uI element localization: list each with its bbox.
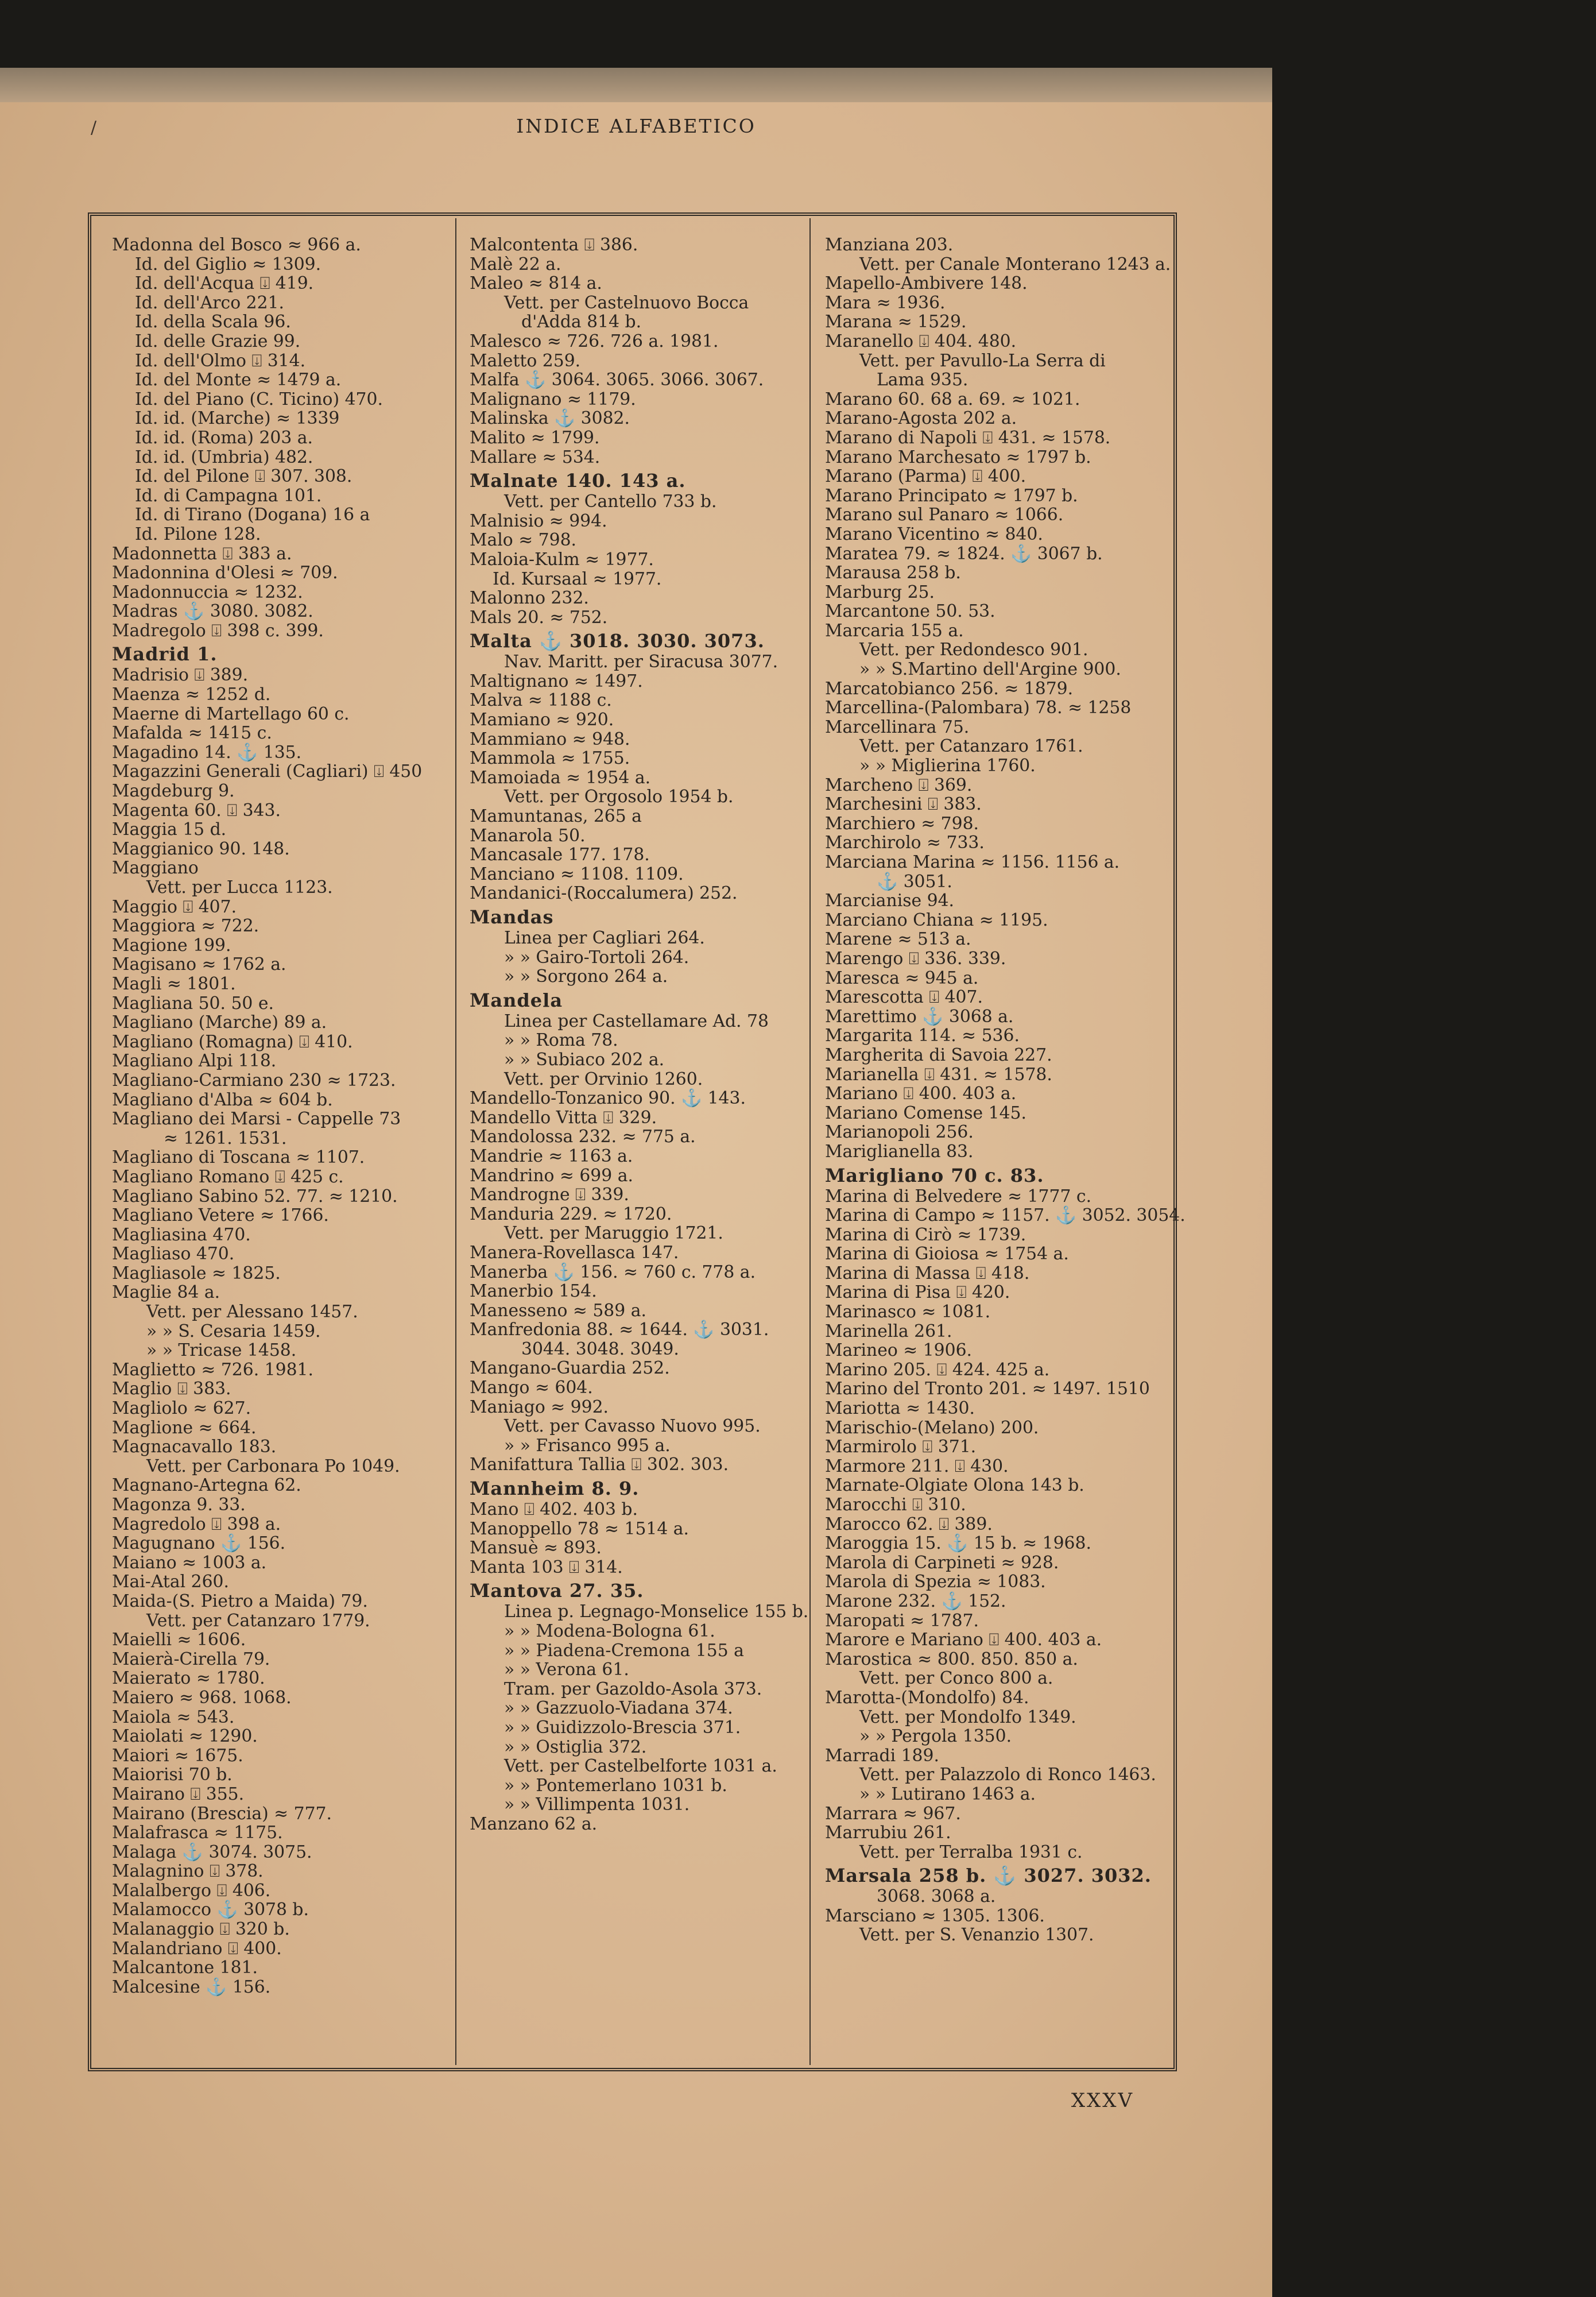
index-entry: Marigliano 70 c. 83.: [825, 1164, 1044, 1186]
index-entry: Marina di Belvedere ≈ 1777 c.: [825, 1186, 1092, 1206]
index-entry: Maenza ≈ 1252 d.: [112, 685, 271, 705]
index-entry: Malalbergo ⍗ 406.: [112, 1880, 271, 1901]
index-entry: Magliano Vetere ≈ 1766.: [112, 1205, 329, 1226]
index-entry: Marmore 211. ⍗ 430.: [825, 1456, 1009, 1476]
index-entry: » » S.Martino dell'Argine 900.: [859, 659, 1121, 680]
index-entry: Mango ≈ 604.: [470, 1378, 593, 1398]
index-entry: » » Ostiglia 372.: [504, 1737, 647, 1757]
index-entry: Madonna del Bosco ≈ 966 a.: [112, 235, 361, 255]
index-entry: Marrara ≈ 967.: [825, 1803, 961, 1824]
index-entry: Malcesine ⚓ 156.: [112, 1977, 271, 1997]
index-entry: Marsciano ≈ 1305. 1306.: [825, 1905, 1045, 1926]
index-entry: Marina di Gioiosa ≈ 1754 a.: [825, 1244, 1069, 1264]
index-entry: Magliano-Carmiano 230 ≈ 1723.: [112, 1070, 396, 1091]
index-entry: Magli ≈ 1801.: [112, 973, 236, 994]
index-entry: Vett. per Castelbelforte 1031 a.: [504, 1756, 777, 1777]
index-entry: Magliasole ≈ 1825.: [112, 1263, 281, 1283]
index-entry: Malesco ≈ 726. 726 a. 1981.: [470, 331, 719, 351]
index-entry: Malnisio ≈ 994.: [470, 511, 607, 531]
index-entry: Manerbio 154.: [470, 1281, 597, 1302]
index-entry: Id. del Monte ≈ 1479 a.: [135, 370, 342, 390]
index-entry: Magadino 14. ⚓ 135.: [112, 742, 302, 763]
index-entry: Maglie 84 a.: [112, 1282, 220, 1303]
index-entry: Marcianise 94.: [825, 891, 955, 911]
index-entry: Marcatobianco 256. ≈ 1879.: [825, 678, 1074, 699]
index-entry: Id. del Giglio ≈ 1309.: [135, 254, 321, 274]
index-entry: Marene ≈ 513 a.: [825, 929, 971, 950]
index-entry: » » Miglierina 1760.: [859, 756, 1036, 776]
index-entry: Vett. per Orgosolo 1954 b.: [504, 787, 734, 807]
index-entry: Marcellinara 75.: [825, 717, 970, 737]
index-entry: Marchiero ≈ 798.: [825, 813, 979, 834]
index-entry: Maggio ⍗ 407.: [112, 896, 237, 917]
index-entry: Mals 20. ≈ 752.: [470, 607, 608, 628]
index-entry: Marano-Agosta 202 a.: [825, 408, 1017, 429]
index-entry: Maiolati ≈ 1290.: [112, 1726, 258, 1747]
index-entry: Madras ⚓ 3080. 3082.: [112, 601, 313, 622]
index-entry: » » S. Cesaria 1459.: [146, 1321, 321, 1341]
index-entry: Marano sul Panaro ≈ 1066.: [825, 505, 1064, 525]
index-entry: » » Subiaco 202 a.: [504, 1049, 665, 1070]
index-entry: Marischio-(Melano) 200.: [825, 1417, 1039, 1438]
index-entry: Madrisio ⍗ 389.: [112, 665, 249, 686]
index-entry: Marola di Carpineti ≈ 928.: [825, 1552, 1059, 1573]
index-entry: Marsala 258 b. ⚓ 3027. 3032.: [825, 1865, 1152, 1887]
index-entry: Marano Principato ≈ 1797 b.: [825, 485, 1078, 506]
index-entry: Marescotta ⍗ 407.: [825, 987, 983, 1008]
index-entry: » » Lutirano 1463 a.: [859, 1784, 1036, 1804]
index-entry: Maida-(S. Pietro a Maida) 79.: [112, 1591, 368, 1611]
index-entry: Malandriano ⍗ 400.: [112, 1938, 282, 1959]
index-entry: ⚓ 3051.: [877, 871, 952, 892]
index-entry: Margarita 114. ≈ 536.: [825, 1026, 1020, 1046]
index-entry: Maiano ≈ 1003 a.: [112, 1552, 267, 1573]
index-entry: Marore e Mariano ⍗ 400. 403 a.: [825, 1630, 1102, 1650]
index-entry: Vett. per S. Venanzio 1307.: [859, 1925, 1094, 1946]
index-entry: Marano Marchesato ≈ 1797 b.: [825, 447, 1091, 467]
index-entry: Magnacavallo 183.: [112, 1437, 277, 1457]
index-column-2: [470, 235, 809, 1834]
index-entry: Id. di Campagna 101.: [135, 485, 322, 506]
index-entry: » » Piadena-Cremona 155 a: [504, 1640, 744, 1661]
index-entry: Manziana 203.: [825, 235, 954, 255]
index-entry: Vett. per Cavasso Nuovo 995.: [504, 1416, 761, 1437]
index-entry: Manciano ≈ 1108. 1109.: [470, 864, 684, 884]
index-entry: Mansuè ≈ 893.: [470, 1538, 602, 1559]
index-entry: Malito ≈ 1799.: [470, 427, 600, 448]
index-entry: Marradi 189.: [825, 1745, 939, 1766]
index-entry: Id. Kursaal ≈ 1977.: [493, 569, 662, 589]
index-entry: Malaga ⚓ 3074. 3075.: [112, 1842, 312, 1862]
index-entry: Malta ⚓ 3018. 3030. 3073.: [470, 630, 765, 652]
index-entry: Mariano ⍗ 400. 403 a.: [825, 1084, 1017, 1104]
index-entry: Mariotta ≈ 1430.: [825, 1398, 975, 1419]
index-entry: Mandrogne ⍗ 339.: [470, 1185, 629, 1205]
index-entry: Marcaria 155 a.: [825, 620, 964, 641]
index-entry: Mara ≈ 1936.: [825, 292, 946, 313]
index-entry: Magliana 50. 50 e.: [112, 993, 274, 1014]
index-entry: Vett. per Carbonara Po 1049.: [146, 1456, 400, 1476]
index-entry: Vett. per Lucca 1123.: [146, 877, 333, 898]
margin-mark: /: [91, 118, 97, 138]
index-entry: Mafalda ≈ 1415 c.: [112, 723, 272, 744]
index-entry: Vett. per Catanzaro 1779.: [146, 1610, 370, 1631]
index-entry: Magazzini Generali (Cagliari) ⍗ 450: [112, 761, 423, 782]
index-entry: Manzano 62 a.: [470, 1813, 598, 1834]
index-entry: Lama 935.: [877, 370, 969, 390]
index-entry: Linea per Castellamare Ad. 78: [504, 1011, 769, 1031]
index-entry: Manduria 229. ≈ 1720.: [470, 1204, 672, 1224]
index-entry: Maloia-Kulm ≈ 1977.: [470, 549, 654, 570]
index-entry: Maranello ⍗ 404. 480.: [825, 331, 1017, 351]
index-entry: Marciano Chiana ≈ 1195.: [825, 910, 1048, 930]
index-entry: Id. dell'Acqua ⍗ 419.: [135, 273, 314, 294]
index-entry: Maglione ≈ 664.: [112, 1417, 257, 1438]
index-entry: Magugnano ⚓ 156.: [112, 1533, 286, 1554]
index-entry: » » Guidizzolo-Brescia 371.: [504, 1717, 741, 1738]
index-entry: Madonnetta ⍗ 383 a.: [112, 543, 292, 564]
index-entry: ≈ 1261. 1531.: [164, 1128, 287, 1148]
index-entry: Mamoiada ≈ 1954 a.: [470, 767, 651, 788]
index-entry: Maggiano: [112, 858, 199, 879]
index-entry: Manfredonia 88. ≈ 1644. ⚓ 3031.: [470, 1320, 769, 1340]
index-entry: Id. id. (Marche) ≈ 1339: [135, 408, 340, 429]
index-entry: Id. id. (Umbria) 482.: [135, 447, 313, 467]
index-entry: Id. dell'Olmo ⍗ 314.: [135, 350, 306, 371]
page-number: XXXV: [1071, 2089, 1134, 2112]
index-entry: Marrubiu 261.: [825, 1823, 951, 1843]
index-entry: Malè 22 a.: [470, 254, 561, 274]
index-entry: Magredolo ⍗ 398 a.: [112, 1514, 281, 1534]
index-entry: Maiola ≈ 543.: [112, 1707, 235, 1727]
index-entry: Malfa ⚓ 3064. 3065. 3066. 3067.: [470, 370, 764, 390]
index-entry: Vett. per Terralba 1931 c.: [859, 1842, 1083, 1862]
index-entry: Malafrasca ≈ 1175.: [112, 1823, 283, 1843]
index-entry: Magliolo ≈ 627.: [112, 1398, 251, 1419]
index-entry: » » Roma 78.: [504, 1030, 618, 1051]
index-entry: Manesseno ≈ 589 a.: [470, 1300, 646, 1321]
index-entry: Mai-Atal 260.: [112, 1572, 229, 1592]
index-entry: Marburg 25.: [825, 582, 935, 602]
index-entry: Mannheim 8. 9.: [470, 1478, 640, 1500]
index-entry: Marmirolo ⍗ 371.: [825, 1437, 977, 1457]
index-entry: Magdeburg 9.: [112, 781, 235, 802]
index-entry: Id. delle Grazie 99.: [135, 331, 301, 351]
index-entry: Vett. per Maruggio 1721.: [504, 1223, 723, 1244]
index-entry: » » Tricase 1458.: [146, 1340, 297, 1361]
index-entry: Maierà-Cirella 79.: [112, 1649, 270, 1669]
index-entry: Maggia 15 d.: [112, 819, 227, 840]
index-entry: Mapello-Ambivere 148.: [825, 273, 1028, 294]
index-entry: Maiero ≈ 968. 1068.: [112, 1687, 292, 1708]
index-entry: Marina di Pisa ⍗ 420.: [825, 1282, 1010, 1303]
index-entry: Marina di Cirò ≈ 1739.: [825, 1224, 1026, 1245]
index-entry: Vett. per Mondolfo 1349.: [859, 1707, 1076, 1727]
index-entry: Marina di Massa ⍗ 418.: [825, 1263, 1030, 1283]
index-entry: Vett. per Redondesco 901.: [859, 640, 1088, 660]
index-entry: Marianella ⍗ 431. ≈ 1578.: [825, 1064, 1052, 1085]
index-entry: Magliasina 470.: [112, 1224, 251, 1245]
index-entry: Malinska ⚓ 3082.: [470, 408, 630, 429]
index-entry: Maresca ≈ 945 a.: [825, 968, 979, 988]
index-entry: Vett. per Conco 800 a.: [859, 1668, 1053, 1689]
index-entry: Madrid 1.: [112, 643, 218, 666]
index-entry: Maggianico 90. 148.: [112, 838, 290, 859]
index-entry: Magonza 9. 33.: [112, 1495, 246, 1515]
index-entry: Id. id. (Roma) 203 a.: [135, 427, 313, 448]
index-entry: Malanaggio ⍗ 320 b.: [112, 1919, 290, 1940]
index-entry: d'Adda 814 b.: [521, 312, 642, 332]
index-entry: Mandolossa 232. ≈ 775 a.: [470, 1127, 696, 1147]
index-entry: Magliano (Marche) 89 a.: [112, 1012, 327, 1033]
index-entry: Marone 232. ⚓ 152.: [825, 1591, 1006, 1611]
index-entry: Malva ≈ 1188 c.: [470, 690, 612, 711]
index-entry: Vett. per Catanzaro 1761.: [859, 736, 1083, 757]
index-entry: Mandanici-(Roccalumera) 252.: [470, 883, 738, 904]
index-entry: Magliano Sabino 52. 77. ≈ 1210.: [112, 1186, 398, 1206]
index-entry: Mamuntanas, 265 a: [470, 806, 642, 827]
index-entry: Marciana Marina ≈ 1156. 1156 a.: [825, 852, 1120, 872]
index-entry: Marano 60. 68 a. 69. ≈ 1021.: [825, 389, 1080, 409]
index-entry: Marinella 261.: [825, 1321, 952, 1341]
index-entry: Maiori ≈ 1675.: [112, 1745, 243, 1766]
index-entry: Mano ⍗ 402. 403 b.: [470, 1499, 638, 1520]
index-entry: Mallare ≈ 534.: [470, 447, 601, 467]
page-top-edge: [0, 68, 1272, 102]
index-entry: » » Frisanco 995 a.: [504, 1435, 671, 1456]
index-entry: Mariano Comense 145.: [825, 1103, 1026, 1123]
index-entry: Manerba ⚓ 156. ≈ 760 c. 778 a.: [470, 1262, 756, 1282]
index-entry: Mandrino ≈ 699 a.: [470, 1165, 633, 1186]
index-entry: Marengo ⍗ 336. 339.: [825, 948, 1006, 969]
index-column-1: [112, 235, 445, 1997]
index-entry: Marnate-Olgiate Olona 143 b.: [825, 1475, 1084, 1496]
index-entry: Marinasco ≈ 1081.: [825, 1302, 991, 1322]
index-entry: Margherita di Savoia 227.: [825, 1045, 1052, 1065]
index-entry: Magliaso 470.: [112, 1244, 235, 1264]
index-entry: Maratea 79. ≈ 1824. ⚓ 3067 b.: [825, 543, 1103, 564]
index-entry: Id. del Pilone ⍗ 307. 308.: [135, 466, 352, 487]
index-entry: Id. di Tirano (Dogana) 16 a: [135, 505, 370, 525]
index-entry: Marano Vicentino ≈ 840.: [825, 524, 1043, 544]
index-entry: Magliano di Toscana ≈ 1107.: [112, 1147, 365, 1168]
index-entry: Mairano ⍗ 355.: [112, 1784, 245, 1804]
index-entry: Maletto 259.: [470, 350, 581, 371]
index-entry: Id. Pilone 128.: [135, 524, 261, 544]
index-entry: Marianopoli 256.: [825, 1122, 974, 1143]
index-entry: Marausa 258 b.: [825, 563, 961, 583]
index-entry: Marino 205. ⍗ 424. 425 a.: [825, 1359, 1050, 1380]
index-entry: Maglietto ≈ 726. 1981.: [112, 1359, 313, 1380]
index-entry: Madonnuccia ≈ 1232.: [112, 582, 303, 602]
index-entry: Linea per Cagliari 264.: [504, 928, 705, 948]
index-entry: Marcellina-(Palombara) 78. ≈ 1258: [825, 698, 1132, 718]
index-entry: Vett. per Castelnuovo Bocca: [504, 292, 749, 313]
index-entry: Magliano Romano ⍗ 425 c.: [112, 1166, 344, 1187]
index-entry: » » Verona 61.: [504, 1660, 629, 1680]
index-entry: Malnate 140. 143 a.: [470, 470, 686, 492]
index-entry: Mairano (Brescia) ≈ 777.: [112, 1803, 332, 1824]
index-entry: Magnano-Artegna 62.: [112, 1475, 301, 1496]
index-entry: Magione 199.: [112, 935, 231, 956]
index-entry: Nav. Maritt. per Siracusa 3077.: [504, 652, 778, 672]
index-entry: » » Gairo-Tortoli 264.: [504, 947, 689, 968]
index-entry: Maleo ≈ 814 a.: [470, 273, 602, 294]
index-entry: Marostica ≈ 800. 850. 850 a.: [825, 1649, 1078, 1669]
index-entry: Marchesini ⍗ 383.: [825, 794, 982, 815]
index-entry: Linea p. Legnago-Monselice 155 b.: [504, 1602, 809, 1622]
index-entry: Marotta-(Mondolfo) 84.: [825, 1687, 1029, 1708]
index-entry: Mammola ≈ 1755.: [470, 748, 630, 769]
index-entry: Maropati ≈ 1787.: [825, 1610, 979, 1631]
index-entry: Marano di Napoli ⍗ 431. ≈ 1578.: [825, 427, 1111, 448]
index-entry: Id. della Scala 96.: [135, 312, 291, 332]
index-entry: Madonnina d'Olesi ≈ 709.: [112, 563, 338, 583]
index-entry: Madregolo ⍗ 398 c. 399.: [112, 620, 324, 641]
index-entry: Vett. per Cantello 733 b.: [504, 492, 717, 512]
index-entry: Maniago ≈ 992.: [470, 1397, 609, 1417]
index-entry: Maltignano ≈ 1497.: [470, 671, 643, 691]
index-column-3: [825, 235, 1186, 1946]
index-entry: Tram. per Gazoldo-Asola 373.: [504, 1679, 762, 1699]
index-entry: Malo ≈ 798.: [470, 530, 576, 551]
index-entry: Marano (Parma) ⍗ 400.: [825, 466, 1026, 487]
index-entry: Vett. per Alessano 1457.: [146, 1302, 358, 1322]
index-entry: Magliano (Romagna) ⍗ 410.: [112, 1031, 353, 1052]
index-entry: » » Pontemerlano 1031 b.: [504, 1775, 727, 1796]
index-entry: Marocco 62. ⍗ 389.: [825, 1514, 993, 1534]
index-entry: Mamiano ≈ 920.: [470, 710, 614, 730]
index-entry: Marcantone 50. 53.: [825, 601, 995, 622]
index-entry: Manera-Rovellasca 147.: [470, 1242, 679, 1263]
index-entry: Magliano d'Alba ≈ 604 b.: [112, 1089, 333, 1110]
index-entry: Magliano dei Marsi - Cappelle 73: [112, 1109, 401, 1130]
index-entry: Marola di Spezia ≈ 1083.: [825, 1572, 1046, 1592]
index-entry: Mandrie ≈ 1163 a.: [470, 1146, 633, 1166]
index-entry: Maiorisi 70 b.: [112, 1765, 233, 1785]
index-entry: Mandas: [470, 906, 554, 928]
index-entry: Manifattura Tallia ⍗ 302. 303.: [470, 1455, 729, 1475]
index-entry: Mandello-Tonzanico 90. ⚓ 143.: [470, 1088, 746, 1109]
index-entry: » » Sorgono 264 a.: [504, 966, 668, 987]
index-entry: Id. del Piano (C. Ticino) 470.: [135, 389, 383, 409]
index-entry: » » Villimpenta 1031.: [504, 1795, 690, 1815]
index-entry: Vett. per Palazzolo di Ronco 1463.: [859, 1765, 1156, 1785]
index-entry: Maggiora ≈ 722.: [112, 916, 259, 937]
index-entry: Magisano ≈ 1762 a.: [112, 954, 286, 975]
column-divider-1: [455, 218, 456, 2065]
index-entry: Manarola 50.: [470, 825, 586, 846]
index-entry: Manta 103 ⍗ 314.: [470, 1557, 623, 1577]
index-entry: Mammiano ≈ 948.: [470, 729, 630, 749]
index-entry: Marineo ≈ 1906.: [825, 1340, 973, 1361]
index-entry: Vett. per Canale Monterano 1243 a.: [859, 254, 1171, 274]
index-entry: Marana ≈ 1529.: [825, 312, 967, 332]
index-entry: Malonno 232.: [470, 588, 589, 609]
index-entry: Mandela: [470, 989, 563, 1011]
index-entry: Mantova 27. 35.: [470, 1580, 644, 1602]
index-entry: Mancasale 177. 178.: [470, 845, 650, 865]
column-divider-2: [809, 218, 811, 2065]
index-entry: Manoppello 78 ≈ 1514 a.: [470, 1518, 689, 1539]
index-entry: Magenta 60. ⍗ 343.: [112, 800, 281, 821]
index-entry: Magliano Alpi 118.: [112, 1051, 277, 1072]
index-entry: Mariglianella 83.: [825, 1141, 974, 1162]
index-entry: » » Modena-Bologna 61.: [504, 1621, 715, 1641]
index-entry: Marocchi ⍗ 310.: [825, 1495, 966, 1515]
index-entry: Maerne di Martellago 60 c.: [112, 703, 350, 724]
index-entry: Vett. per Pavullo-La Serra di: [859, 350, 1106, 371]
index-entry: » » Pergola 1350.: [859, 1726, 1012, 1747]
page-title: INDICE ALFABETICO: [516, 115, 756, 137]
index-entry: Maielli ≈ 1606.: [112, 1630, 246, 1650]
index-entry: Maglio ⍗ 383.: [112, 1379, 231, 1399]
index-entry: Marchirolo ≈ 733.: [825, 833, 985, 853]
index-entry: Mandello Vitta ⍗ 329.: [470, 1107, 657, 1128]
index-entry: Malamocco ⚓ 3078 b.: [112, 1900, 309, 1920]
index-entry: Malagnino ⍗ 378.: [112, 1861, 264, 1882]
index-entry: Malcontenta ⍗ 386.: [470, 235, 638, 255]
index-entry: Marcheno ⍗ 369.: [825, 775, 973, 795]
index-entry: Maroggia 15. ⚓ 15 b. ≈ 1968.: [825, 1533, 1091, 1554]
index-entry: Id. dell'Arco 221.: [135, 292, 284, 313]
index-entry: Marino del Tronto 201. ≈ 1497. 1510: [825, 1379, 1150, 1399]
index-entry: Mangano-Guardia 252.: [470, 1358, 670, 1379]
index-entry: Malcantone 181.: [112, 1958, 258, 1978]
index-entry: Vett. per Orvinio 1260.: [504, 1069, 703, 1089]
index-entry: Marina di Campo ≈ 1157. ⚓ 3052. 3054.: [825, 1205, 1186, 1226]
index-entry: Marettimo ⚓ 3068 a.: [825, 1006, 1014, 1027]
index-entry: Maierato ≈ 1780.: [112, 1668, 265, 1689]
index-entry: 3068. 3068 a.: [877, 1886, 996, 1907]
index-entry: » » Gazzuolo-Viadana 374.: [504, 1698, 733, 1719]
index-entry: Malignano ≈ 1179.: [470, 389, 636, 409]
index-entry: 3044. 3048. 3049.: [521, 1339, 679, 1359]
